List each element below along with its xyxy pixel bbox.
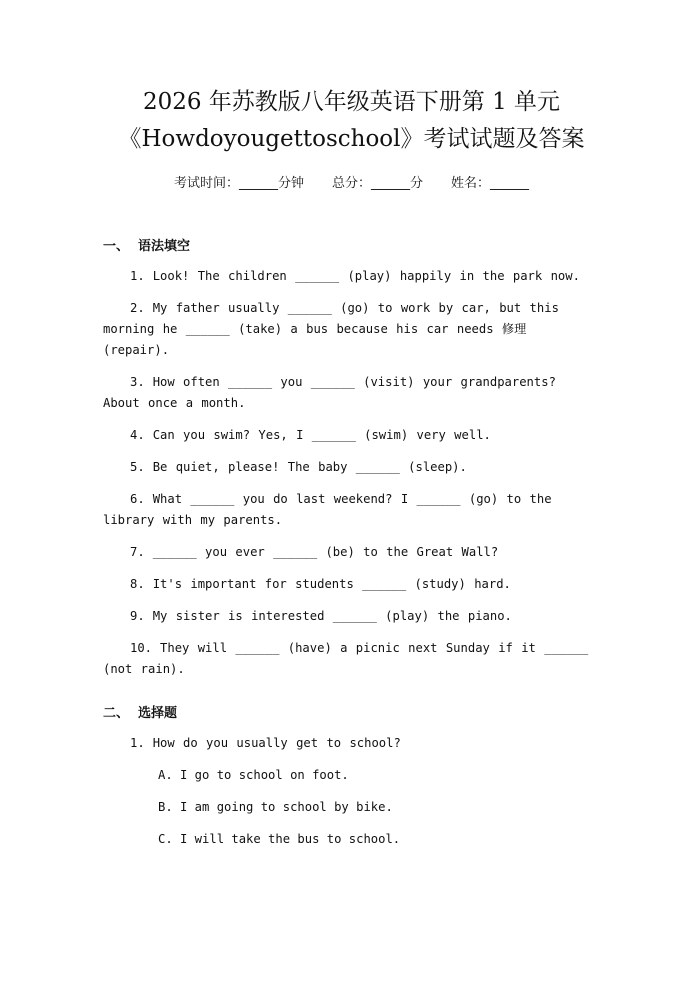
section-2-heading: 二、 选择题 — [103, 706, 178, 721]
question-item: 10. They will ______ (have) a picnic next Sunday if it ______ (not rain). — [103, 641, 589, 676]
question-item: 1. Look! The children ______ (play) happily in the park now. — [130, 269, 580, 283]
exam-time: 考试时间：______分钟 — [173, 176, 304, 191]
exam-page — [0, 84, 700, 989]
question-item: 4. Can you swim? Yes, I ______ (swim) very well. — [130, 428, 491, 442]
exam-title — [43, 84, 660, 158]
question-item: 2. My father usually ______ (go) to work by car, but this morning he ______ (take) a bus because his car needs 修理 (repair). — [103, 301, 559, 357]
title-line-1: 2026 年苏教版八年级英语下册第 1 单元 — [142, 89, 561, 115]
question-item: 1. How do you usually get to school? — [130, 736, 401, 750]
student-name: 姓名：______ — [451, 176, 530, 191]
section-1-questions — [103, 266, 600, 680]
exam-meta — [103, 172, 600, 191]
question-item: 8. It's important for students ______ (study) hard. — [130, 577, 511, 591]
question-item: 6. What ______ you do last weekend? I ______ (go) to the library with my parents. — [103, 492, 552, 527]
section-2-questions — [103, 733, 600, 850]
question-item: 9. My sister is interested ______ (play) the piano. — [130, 609, 512, 623]
option-c: C. I will take the bus to school. — [158, 832, 401, 846]
question-item: 3. How often ______ you ______ (visit) your grandparents? About once a month. — [103, 375, 556, 410]
question-item: 5. Be quiet, please! The baby ______ (sleep). — [130, 460, 467, 474]
option-b: B. I am going to school by bike. — [158, 800, 393, 814]
title-line-2: 《Howdoyougettoschool》考试试题及答案 — [118, 126, 585, 152]
question-item: 7. ______ you ever ______ (be) to the Great Wall? — [130, 545, 499, 559]
option-a: A. I go to school on foot. — [158, 768, 349, 782]
total-score: 总分：______分 — [331, 176, 423, 191]
section-1-heading: 一、 语法填空 — [103, 239, 191, 254]
